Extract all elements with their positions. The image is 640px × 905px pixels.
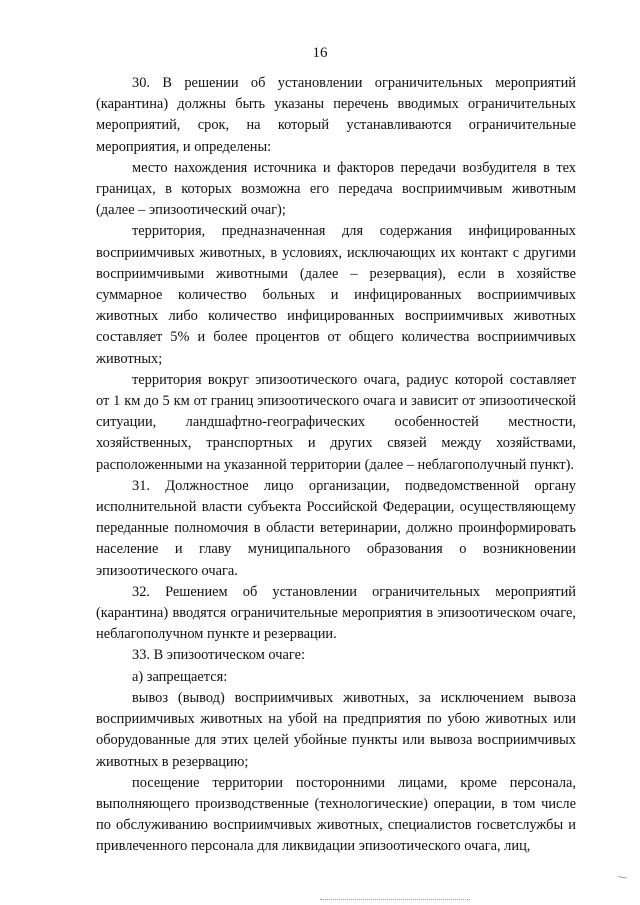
scan-artifact [320, 899, 470, 901]
page-number: 16 [312, 45, 328, 61]
paragraph-30: 30. В решении об установлении ограничительных мероприятий (карантина) должны быть указаны перечень вводимых ограничительных мероприятий, срок, на который устанавливаются ограничительные мероприятия, и определены: [96, 75, 576, 155]
paragraph-32: 32. Решением об установлении ограничительных мероприятий (карантина) вводятся ограничительные мероприятия в эпизоотическом очаге, неблагополучном пункте и резервации. [96, 583, 576, 643]
paragraph-epizootic-focus: место нахождения источника и факторов передачи возбудителя в тех границах, в которых возможна его передача восприимчивым животным (далее – эпизоотический очаг); [96, 159, 576, 219]
document-body [96, 73, 576, 858]
paragraph-33: 33. В эпизоотическом очаге: [132, 647, 305, 664]
paragraph-31: 31. Должностное лицо организации, подведомственной органу исполнительной власти субъекта Российской Федерации, осуществляющему переданные полномочия в области ветеринарии, должно проинформировать население и главу муниципального образования о возникновении эпизоотического очага. [96, 477, 576, 579]
corner-mark: \ [614, 872, 629, 883]
paragraph-visit-ban: посещение территории посторонними лицами, кроме персонала, выполняющего производственные (технологические) операции, в том числе по обслуживанию восприимчивых животных, специалистов госветслужбы и привлеченного персонала для ликвидации эпизоотического очага, лиц, [96, 774, 576, 855]
paragraph-33-a: а) запрещается: [132, 668, 228, 685]
paragraph-unfavorable-point: территория вокруг эпизоотического очага, радиус которой составляет от 1 км до 5 км от границ эпизоотического очага и зависит от эпизоотической ситуации, ландшафтно-географических особенностей местности, хозяйственных, транспортных и других связей между хозяйствами, расположенными на указанной территории (далее – неблагополучный пункт). [96, 371, 576, 473]
paragraph-reservation: территория, предназначенная для содержания инфицированных восприимчивых животных, в условиях, исключающих их контакт с другими восприимчивыми животными (далее – резервация), если в хозяйстве суммарное количество больных и инфицированных восприимчивых животных либо количество инфицированных восприимчивых животных составляет 5% и более процентов от общего количества восприимчивых животных; [96, 223, 576, 367]
paragraph-export-ban: вывоз (вывод) восприимчивых животных, за исключением вывоза восприимчивых животных на убой на предприятия по убою животных или оборудованные для этих целей убойные пункты или вывоза восприимчивых животных в резервацию; [96, 689, 576, 770]
